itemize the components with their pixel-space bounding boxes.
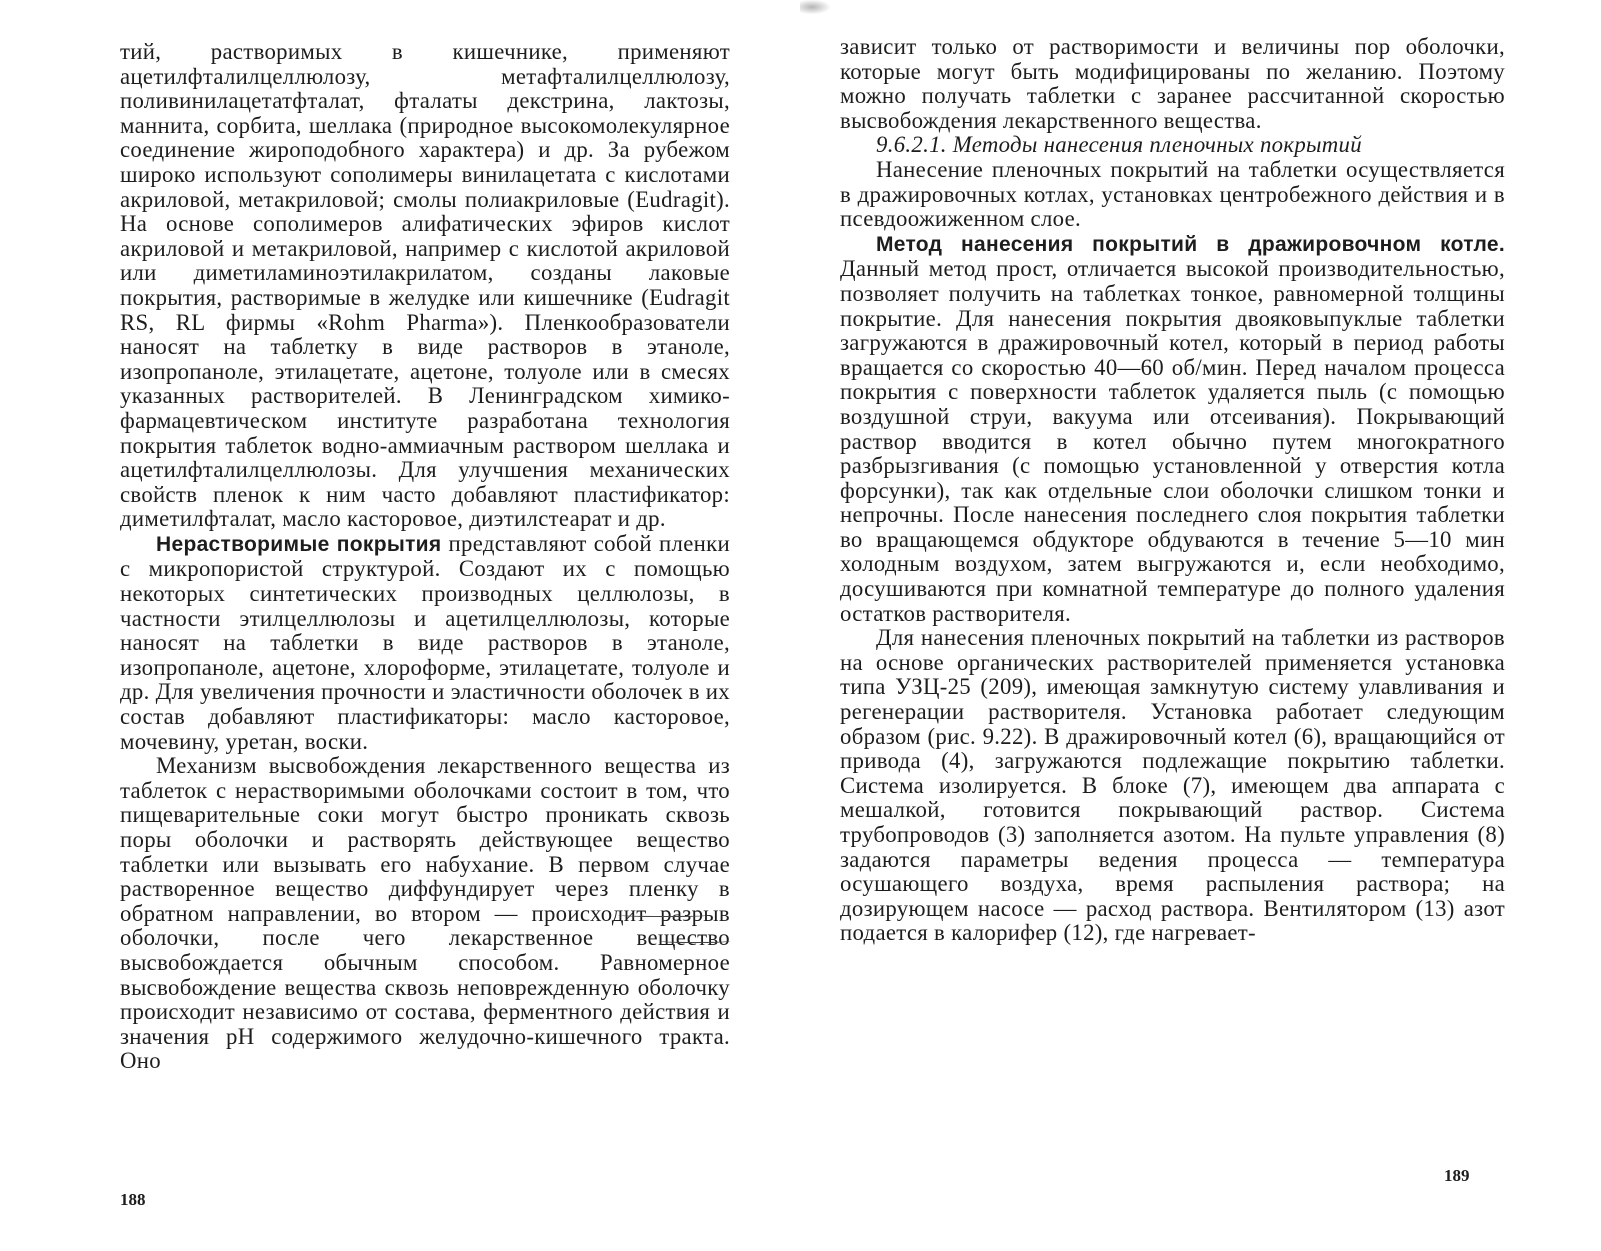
pencil-underline bbox=[618, 912, 710, 917]
right-page-text bbox=[840, 35, 1505, 946]
paragraph-text: Для нанесения пленочных покрытий на таблетки из растворов на основе органических растворителей применяется установка типа УЗЦ-25 (209), имеющая замкнутую систему улавливания и регенерации растворителя. Установка работает следующим образом (рис. 9.22). В дражировочный котел (6), вращающийся от привода (4), загружаются подлежащие покрытию таблетки. Система изолируется. В блоке (7), имеющем два аппарата с мешалкой, готовится покрывающий раствор. Система трубопроводов (3) заполняется азотом. На пульте управления (8) задаются параметры ведения процесса — температура осушающего воздуха, время распыления раствора; на дозирующем насосе — расход раствора. Вентилятором (13) азот подается в калорифер (12), где нагревает- bbox=[840, 625, 1505, 946]
page-number: 189 bbox=[1444, 1166, 1470, 1185]
left-page-text bbox=[120, 40, 730, 1074]
paragraph-text: Данный метод прост, отличается высокой производительностью, позволяет получить на таблетках тонкое, равномерной толщины покрытие. Для нанесения покрытия двояковыпуклые таблетки загружаются в дражировочный котел, который в период работы вращается со скоростью 40—60 об/мин. Перед началом процесса покрытия с поверхности таблеток удаляется пыль (с помощью воздушной струи, вакуума или отсеивания). Покрывающий раствор вводится в котел обычно путем многократного разбрызгивания (с помощью установленной у отверстия котла форсунки), так как отдельные слои оболочки слишком тонки и непрочны. После нанесения последнего слоя покрытия таблетки во вращающемся обдукторе обдуваются в течение 5—10 мин холодным воздухом, затем выгружаются и, если необходимо, досушиваются при комнатной температуре до полного удаления остатков растворителя. bbox=[840, 256, 1505, 626]
bold-term: Нерастворимые покрытия bbox=[156, 532, 442, 556]
paragraph bbox=[840, 158, 1505, 232]
paragraph-text: представляют собой пленки с микропористой структурой. Создают их с помощью некоторых синтетических производных целлюлозы, в частности этилцеллюлозы и ацетилцеллюлозы, которые наносят на таблетки в виде растворов в этаноле, изопропаноле, ацетоне, хлороформе, этилацетате, толуоле и др. Для увеличения прочности и эластичности оболочек в их состав добавляют пластификаторы: масло касторовое, мочевину, уретан, воски. bbox=[120, 530, 730, 754]
paragraph-text: тий, растворимых в кишечнике, применяют ацетилфталилцеллюлозу, метафталилцеллюлозу, поливинилацетатфталат, фталаты декстрина, лактозы, маннита, сорбита, шеллака (природное высокомолекулярное соединение жироподобного характера) и др. За рубежом широко используют сополимеры винилацетата с кислотами акриловой, метакриловой; смолы полиакриловые (Eudragit). На основе сополимеров алифатических эфиров кислот акриловой и метакриловой, например с кислотой акриловой или диметиламиноэтилакрилатом, созданы лаковые покрытия, растворимые в желудке или кишечнике (Eudragit RS, RL фирмы «Rohm Pharma»). Пленкообразователи наносят на таблетку в виде растворов в этаноле, изопропаноле, этилацетате, ацетоне, толуоле или в смесях указанных растворителей. В Ленинградском химико-фармацевтическом институте разработана технология покрытия таблеток водно-аммиачным раствором шеллака и ацетилфталилцеллюлозы. Для улучшения механических свойств пленок к ним часто добавляют пластификатор: диметилфталат, масло касторовое, диэтилстеарат и др. bbox=[120, 39, 730, 532]
paragraph-text: Нанесение пленочных покрытий на таблетки осуществляется в дражировочных котлах, установках центробежного действия и в псевдоожиженном слое. bbox=[840, 156, 1505, 232]
subsection-heading: 9.6.2.1. Методы нанесения пленочных покрытий bbox=[876, 132, 1362, 158]
paragraph bbox=[840, 626, 1505, 946]
paragraph bbox=[840, 35, 1505, 133]
paragraph-text: Механизм высвобождения лекарственного вещества из таблеток с нерастворимыми оболочками состоит в том, что пищеварительные соки могут быстро проникать сквозь поры оболочки и растворять действующее вещество таблетки или вызывать его набухание. В первом случае растворенное вещество диффундирует через пленку в обратном направлении, во втором — происходит разрыв оболочки, после чего лекарственное вещество высвобождается обычным способом. Равномерное высвобождение вещества сквозь неповрежденную оболочку происходит независимо от состава, ферментного действия и значения pH содержимого желудочно-кишечного тракта. Оно bbox=[120, 753, 730, 1074]
paragraph-text: зависит только от растворимости и величины пор оболочки, которые могут быть модифицированы по желанию. Поэтому можно получать таблетки с заранее рассчитанной скоростью высвобождения лекарственного вещества. bbox=[840, 34, 1505, 133]
pencil-underline bbox=[660, 938, 730, 943]
paragraph bbox=[840, 232, 1505, 627]
paragraph bbox=[120, 40, 730, 532]
left-page bbox=[0, 0, 800, 1251]
page-number: 188 bbox=[120, 1190, 146, 1209]
bold-term: Метод нанесения покрытий в дражировочном котле. bbox=[876, 232, 1505, 256]
right-page bbox=[800, 0, 1601, 1251]
paragraph bbox=[120, 532, 730, 754]
